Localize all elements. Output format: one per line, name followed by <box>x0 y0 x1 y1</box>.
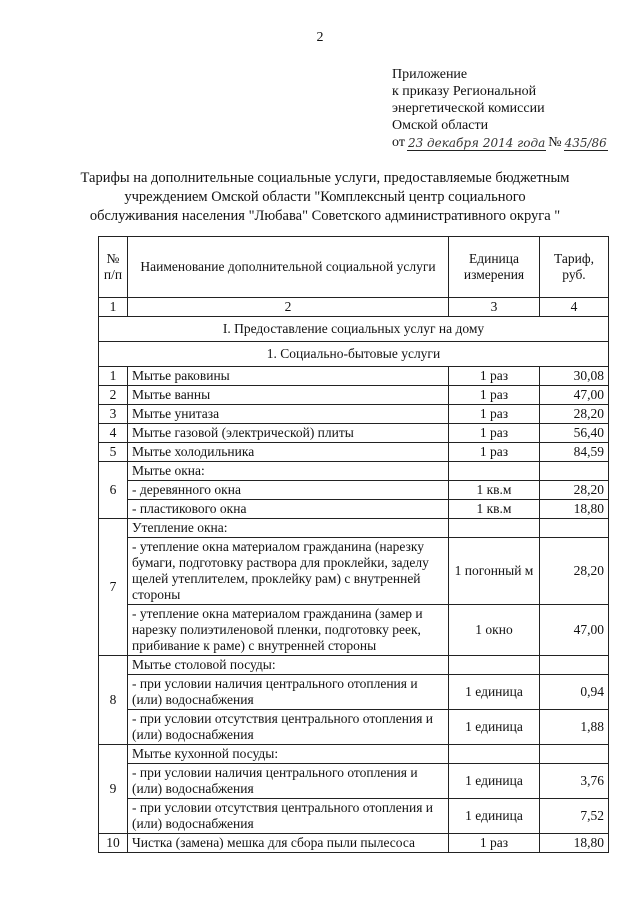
row-name: - утепление окна материалом гражданина (замер и нарезку полиэтиленовой пленки, подготовку реек, прибивание к раме) с внутренней стороны <box>128 605 449 656</box>
table-row <box>99 443 609 462</box>
header-tariff: Тариф, руб. <box>540 237 609 298</box>
date-prefix: от <box>392 135 405 150</box>
group-title: Мытье кухонной посуды: <box>128 745 449 764</box>
tariff-table <box>98 236 609 853</box>
table-row <box>99 500 609 519</box>
row-tariff: 56,40 <box>540 424 609 443</box>
table-row <box>99 424 609 443</box>
header-name: Наименование дополнительной социальной услуги <box>128 237 449 298</box>
header-row <box>99 237 609 298</box>
row-unit: 1 раз <box>449 367 540 386</box>
row-tariff: 3,76 <box>540 764 609 799</box>
col-number: 3 <box>449 298 540 317</box>
row-name: Мытье унитаза <box>128 405 449 424</box>
page-number: 2 <box>316 30 324 45</box>
table-row <box>99 764 609 799</box>
row-tariff: 47,00 <box>540 605 609 656</box>
empty-cell <box>449 656 540 675</box>
row-unit: 1 погонный м <box>449 538 540 605</box>
row-name: - утепление окна материалом гражданина (нарезку бумаги, подготовку раствора для проклейки, заделу щелей утеплителем, проклейку рам) с внутренней стороны <box>128 538 449 605</box>
table-row <box>99 538 609 605</box>
table-row <box>99 675 609 710</box>
row-num: 9 <box>99 745 128 834</box>
empty-cell <box>449 519 540 538</box>
row-unit: 1 кв.м <box>449 500 540 519</box>
row-num: 1 <box>99 367 128 386</box>
row-tariff: 28,20 <box>540 538 609 605</box>
header-num: № п/п <box>99 237 128 298</box>
row-name: Мытье ванны <box>128 386 449 405</box>
appendix-line: энергетической комиссии <box>392 101 545 116</box>
order-date-line <box>392 134 610 151</box>
group-title-row <box>99 656 609 675</box>
row-tariff: 28,20 <box>540 481 609 500</box>
col-number: 1 <box>99 298 128 317</box>
number-sign: № <box>548 135 562 150</box>
appendix-line: к приказу Региональной <box>392 84 537 99</box>
table-row <box>99 605 609 656</box>
row-num: 4 <box>99 424 128 443</box>
row-name: - деревянного окна <box>128 481 449 500</box>
subsection-row <box>99 342 609 367</box>
row-num: 6 <box>99 462 128 519</box>
row-name: - при условии отсутствия центрального отопления и (или) водоснабжения <box>128 799 449 834</box>
table-row <box>99 481 609 500</box>
table-row <box>99 834 609 853</box>
row-tariff: 18,80 <box>540 500 609 519</box>
row-num: 7 <box>99 519 128 656</box>
row-unit: 1 раз <box>449 443 540 462</box>
row-tariff: 7,52 <box>540 799 609 834</box>
document-title: Тарифы на дополнительные социальные услуги, предоставляемые бюджетным учреждением Омской области "Комплексный центр социального обслуживания населения "Любава" Советского административного округа " <box>80 170 570 224</box>
empty-cell <box>540 462 609 481</box>
section-title: I. Предоставление социальных услуг на дому <box>99 317 609 342</box>
row-unit: 1 раз <box>449 405 540 424</box>
row-unit: 1 единица <box>449 710 540 745</box>
row-name: Мытье холодильника <box>128 443 449 462</box>
col-number: 4 <box>540 298 609 317</box>
row-unit: 1 раз <box>449 386 540 405</box>
group-title: Утепление окна: <box>128 519 449 538</box>
row-num: 5 <box>99 443 128 462</box>
row-num: 8 <box>99 656 128 745</box>
group-title: Мытье столовой посуды: <box>128 656 449 675</box>
row-tariff: 18,80 <box>540 834 609 853</box>
header-unit: Единица измерения <box>449 237 540 298</box>
row-tariff: 28,20 <box>540 405 609 424</box>
group-title-row <box>99 519 609 538</box>
empty-cell <box>540 656 609 675</box>
column-number-row <box>99 298 609 317</box>
row-name: Чистка (замена) мешка для сбора пыли пылесоса <box>128 834 449 853</box>
handwritten-date: 23 декабря 2014 года <box>407 136 546 150</box>
table-row <box>99 405 609 424</box>
row-unit: 1 окно <box>449 605 540 656</box>
row-tariff: 84,59 <box>540 443 609 462</box>
table-row <box>99 367 609 386</box>
appendix-block <box>392 66 610 151</box>
row-unit: 1 кв.м <box>449 481 540 500</box>
row-num: 2 <box>99 386 128 405</box>
row-name: Мытье газовой (электрической) плиты <box>128 424 449 443</box>
group-title-row <box>99 745 609 764</box>
row-unit: 1 раз <box>449 834 540 853</box>
table-row <box>99 799 609 834</box>
appendix-line: Приложение <box>392 67 468 82</box>
row-tariff: 30,08 <box>540 367 609 386</box>
group-title: Мытье окна: <box>128 462 449 481</box>
row-unit: 1 единица <box>449 675 540 710</box>
subsection-title: 1. Социально-бытовые услуги <box>99 342 609 367</box>
row-name: - при условии наличия центрального отопления и (или) водоснабжения <box>128 764 449 799</box>
row-tariff: 1,88 <box>540 710 609 745</box>
row-tariff: 47,00 <box>540 386 609 405</box>
row-tariff: 0,94 <box>540 675 609 710</box>
section-row <box>99 317 609 342</box>
empty-cell <box>449 462 540 481</box>
row-name: - при условии отсутствия центрального отопления и (или) водоснабжения <box>128 710 449 745</box>
row-num: 10 <box>99 834 128 853</box>
table-row <box>99 710 609 745</box>
row-num: 3 <box>99 405 128 424</box>
row-unit: 1 единица <box>449 764 540 799</box>
group-title-row <box>99 462 609 481</box>
handwritten-number: 435/86 <box>564 136 607 150</box>
row-unit: 1 раз <box>449 424 540 443</box>
col-number: 2 <box>128 298 449 317</box>
empty-cell <box>449 745 540 764</box>
row-name: - при условии наличия центрального отопления и (или) водоснабжения <box>128 675 449 710</box>
row-unit: 1 единица <box>449 799 540 834</box>
table-row <box>99 386 609 405</box>
empty-cell <box>540 745 609 764</box>
appendix-line: Омской области <box>392 118 489 133</box>
empty-cell <box>540 519 609 538</box>
row-name: Мытье раковины <box>128 367 449 386</box>
row-name: - пластикового окна <box>128 500 449 519</box>
